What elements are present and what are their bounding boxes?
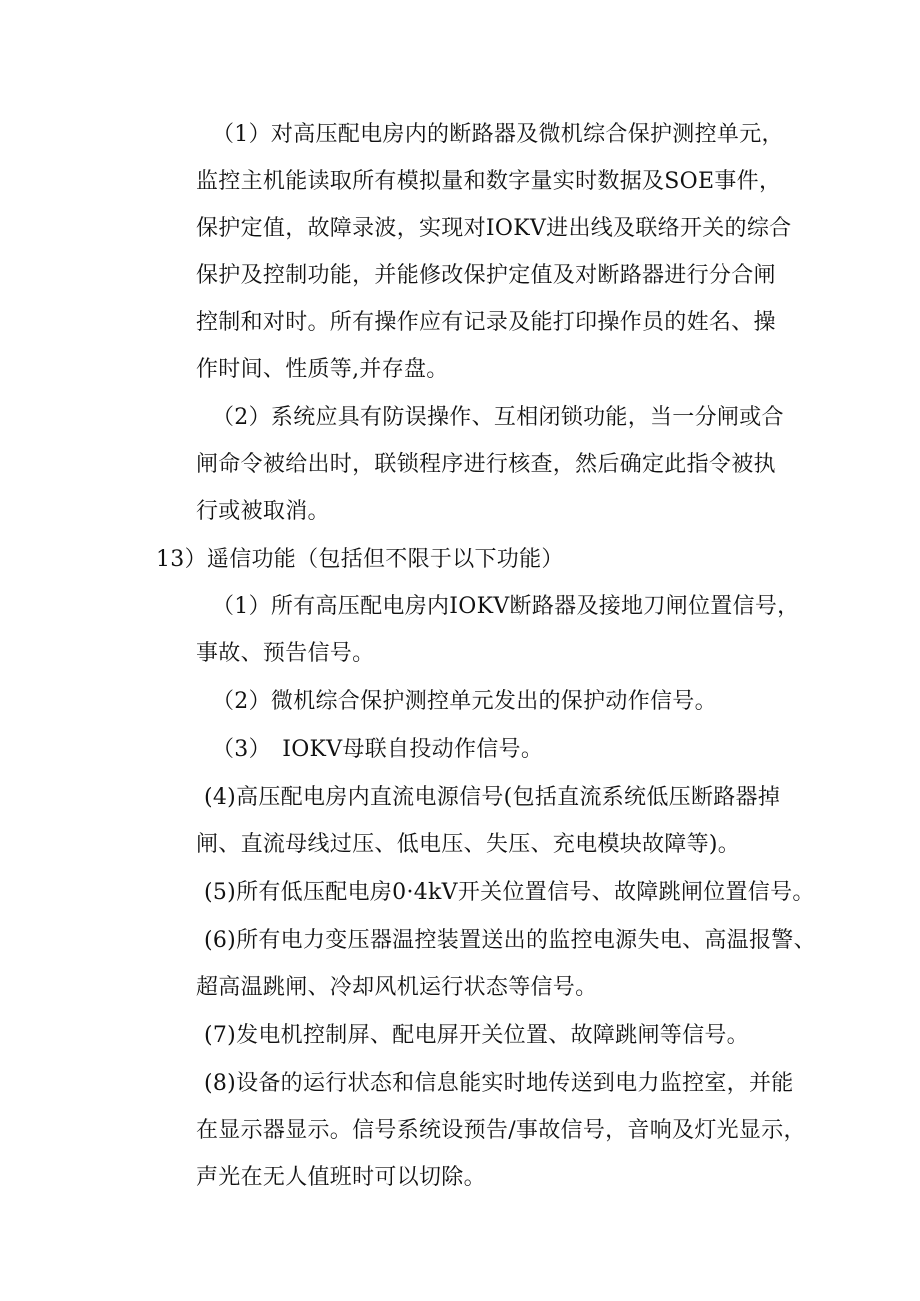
text-line: （1）所有高压配电房内IOKV断路器及接地刀闸位置信号， [212, 594, 800, 619]
text-line: 事故、预告信号。 [196, 641, 375, 666]
text-line: 监控主机能读取所有模拟量和数字量实时数据及SOE事件， [196, 169, 782, 194]
text-line: （2）微机综合保护测控单元发出的保护动作信号。 [212, 689, 717, 714]
text-line: 声光在无人值班时可以切除。 [196, 1165, 486, 1190]
text-line: (8)设备的运行状态和信息能实时地传送到电力监控室，并能 [204, 1071, 794, 1096]
text-line: （1）对高压配电房内的断路器及微机综合保护测控单元， [212, 122, 784, 147]
text-line: (6)所有电力变压器温控装置送出的监控电源失电、高温报警、 [204, 928, 816, 953]
text-line: 保护及控制功能，并能修改保护定值及对断路器进行分合闸 [196, 263, 776, 288]
text-line: 闸命令被给出时，联锁程序进行核查，然后确定此指令被执 [196, 452, 776, 477]
text-line: 控制和对时。所有操作应有记录及能打印操作员的姓名、操 [196, 310, 776, 335]
text-line: 超高温跳闸、冷却风机运行状态等信号。 [196, 975, 598, 1000]
text-line: 行或被取消。 [196, 499, 330, 524]
text-line: （3） IOKV母联自投动作信号。 [212, 737, 544, 762]
text-line: 作时间、性质等,并存盘。 [196, 357, 449, 382]
text-line: （2）系统应具有防误操作、互相闭锁功能，当一分闸或合 [212, 405, 784, 430]
text-line: 闸、直流母线过压、低电压、失压、充电模块故障等)。 [196, 832, 741, 857]
text-line: (7)发电机控制屏、配电屏开关位置、故障跳闸等信号。 [204, 1023, 749, 1048]
text-line: 在显示器显示。信号系统设预告/事故信号，音响及灯光显示， [196, 1118, 806, 1143]
text-line: (5)所有低压配电房0·4kV开关位置信号、故障跳闸位置信号。 [204, 880, 815, 905]
text-line: (4)高压配电房内直流电源信号(包括直流系统低压断路器掉 [204, 785, 781, 810]
text-line: 保护定值，故障录波，实现对IOKV进出线及联络开关的综合 [196, 216, 792, 241]
section-heading: 13）遥信功能（包括但不限于以下功能） [156, 547, 564, 572]
